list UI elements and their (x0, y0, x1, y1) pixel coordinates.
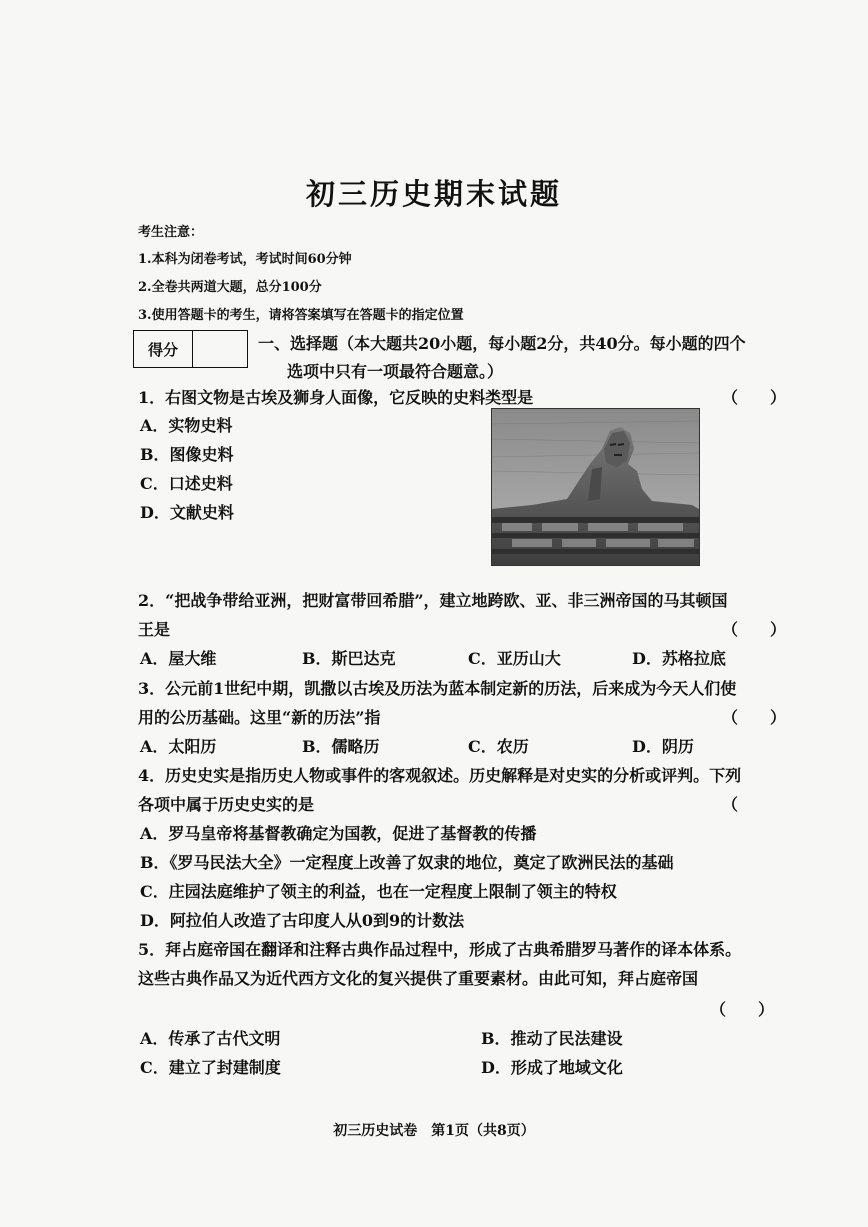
score-label: 得分 (134, 331, 193, 367)
notice-heading: 考生注意： (138, 225, 204, 240)
question-4-option-b: B．《罗马民法大全》一定程度上改善了奴隶的地位，奠定了欧洲民法的基础 (140, 853, 674, 872)
page-footer: 初三历史试卷 第1页（共8页） (333, 1123, 535, 1139)
question-5-option-b: B．推动了民法建设 (481, 1029, 623, 1048)
score-box (133, 330, 248, 368)
question-3-option-c: C．农历 (468, 737, 529, 756)
question-2-option-c: C．亚历山大 (468, 649, 561, 668)
score-blank (193, 331, 247, 367)
question-3-answer-paren: （ ） (722, 708, 787, 727)
question-4-text: 4．历史史实是指历史人物或事件的客观叙述。历史解释是对史实的分析或评判。下列 (138, 766, 742, 785)
question-2-text-cont: 王是 (138, 620, 171, 639)
question-5-answer-paren: （ ） (710, 1000, 775, 1019)
question-2-option-a: A．屋大维 (140, 649, 217, 668)
question-2-option-b: B．斯巴达克 (302, 649, 396, 668)
question-1-text: 1．右图文物是古埃及狮身人面像，它反映的史料类型是 (138, 388, 534, 407)
question-4-option-a: A．罗马皇帝将基督教确定为国教，促进了基督教的传播 (140, 824, 537, 843)
question-1-option-d: D．文献史料 (140, 503, 234, 522)
question-5-option-d: D．形成了地域文化 (481, 1058, 623, 1077)
question-2-option-d: D．苏格拉底 (632, 649, 726, 668)
section-heading-cont: 选项中只有一项最符合题意。） (287, 362, 504, 381)
question-5-text-cont: 这些古典作品又为近代西方文化的复兴提供了重要素材。由此可知，拜占庭帝国 (138, 969, 699, 988)
page-title: 初三历史期末试题 (305, 177, 562, 211)
question-4-option-c: C．庄园法庭维护了领主的利益，也在一定程度上限制了领主的特权 (140, 882, 617, 901)
question-5-option-c: C．建立了封建制度 (140, 1058, 281, 1077)
question-3-text-cont: 用的公历基础。这里“新的历法”指 (138, 708, 381, 727)
question-5-text: 5．拜占庭帝国在翻译和注释古典作品过程中，形成了古典希腊罗马著作的译本体系。 (138, 940, 742, 959)
section-heading: 一、选择题（本大题共20小题，每小题2分，共40分。每小题的四个 (258, 334, 746, 353)
question-1-option-b: B．图像史料 (140, 445, 234, 464)
question-2-answer-paren: （ ） (722, 620, 787, 639)
sphinx-photo (491, 408, 700, 566)
question-1-answer-paren: （ ） (722, 388, 787, 407)
notice-item: 2.全卷共两道大题，总分100分 (138, 280, 322, 295)
question-2-text: 2．“把战争带给亚洲，把财富带回希腊”，建立地跨欧、亚、非三洲帝国的马其顿国 (138, 591, 728, 610)
question-4-answer-paren: （ (722, 795, 739, 814)
question-3-option-b: B．儒略历 (302, 737, 380, 756)
question-3-text: 3．公元前1世纪中期，凯撒以古埃及历法为蓝本制定新的历法，后来成为今天人们使 (138, 679, 737, 698)
question-1-option-a: A．实物史料 (140, 416, 233, 435)
question-1-option-c: C．口述史料 (140, 474, 233, 493)
question-5-option-a: A．传承了古代文明 (140, 1029, 281, 1048)
question-3-option-d: D．阴历 (632, 737, 694, 756)
notice-item: 1.本科为闭卷考试，考试时间60分钟 (138, 252, 352, 267)
question-4-option-d: D．阿拉伯人改造了古印度人从0到9的计数法 (140, 911, 465, 930)
notice-item: 3.使用答题卡的考生，请将答案填写在答题卡的指定位置 (138, 308, 464, 323)
question-3-option-a: A．太阳历 (140, 737, 217, 756)
question-4-text-cont: 各项中属于历史史实的是 (138, 795, 315, 814)
